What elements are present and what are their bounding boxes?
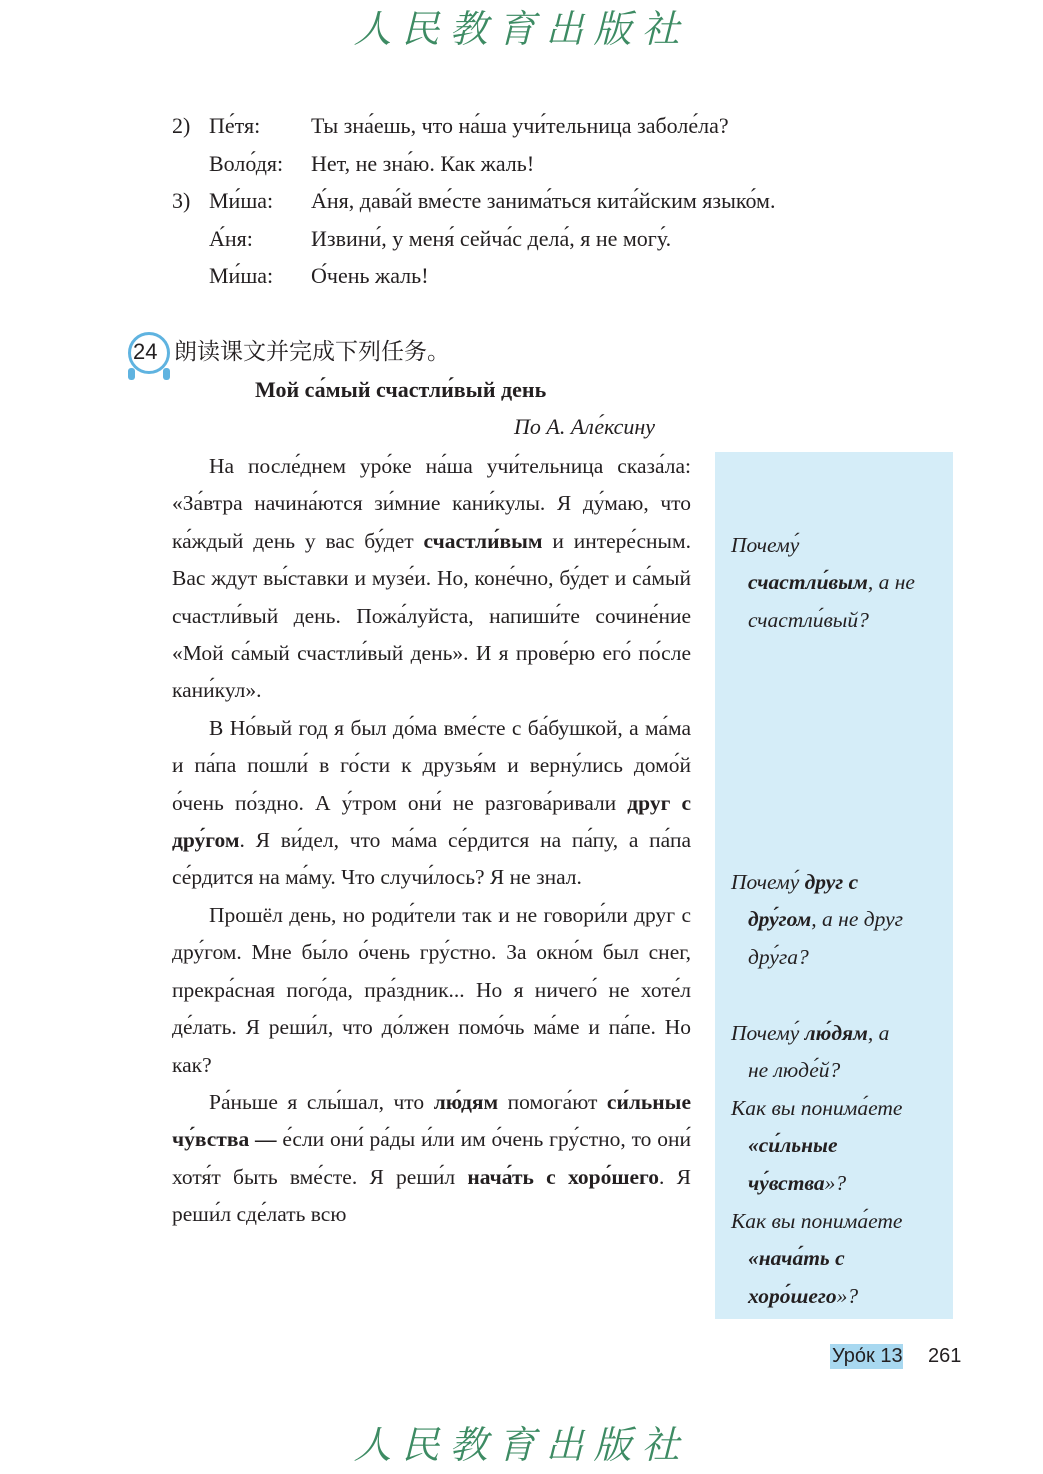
side-note: Почему́ счастли́вым, а не счастли́вый? xyxy=(731,533,915,632)
story-author: По А. Але́ксину xyxy=(514,414,656,439)
story-text xyxy=(172,448,691,1234)
side-note: Почему́ друг с дру́гом, а не друг дру́га? xyxy=(731,870,904,969)
speaker: Пе́тя: xyxy=(209,113,261,138)
paragraph: На после́днем уро́ке на́ша учи́тельница сказа́ла: «За́втра начина́ются зи́мние кани́кулы. Я ду́маю, что ка́ждый день у вас бу́дет счастли́вым и интере́сным. Вас ждут вы́ставки и музе́и. Но, коне́чно, бу́дет и са́мый счастли́вый день. Пожа́луйста, напиши́те сочине́ние «Мой са́мый счастли́вый день». И я прове́рю его́ по́сле кани́кул». xyxy=(172,454,691,703)
dialogue-line xyxy=(172,182,872,220)
replica: Извини́, у меня́ сейча́с дела́, я не могу́. xyxy=(311,225,672,251)
dialogue-number: 2) xyxy=(172,113,191,138)
replica: О́чень жаль! xyxy=(311,263,429,288)
paragraph: В Но́вый год я был до́ма вме́сте с ба́бушкой, а ма́ма и па́па пошли́ в го́сти к друзья́м и верну́лись домо́й о́чень по́здно. А у́тром они́ не разгова́ривали друг с дру́гом. Я ви́дел, что ма́ма се́рдится на па́пу, а па́па се́рдится на ма́му. Что случи́лось? Я не знал. xyxy=(172,715,691,890)
publisher-logo-bottom: 人民教育出版社 xyxy=(353,1423,690,1467)
task-number: 24 xyxy=(133,339,158,364)
dialogue-line xyxy=(172,145,872,183)
side-notes-panel xyxy=(715,452,953,1319)
paragraph: Прошёл день, но роди́тели так и не говори́ли друг с дру́гом. Мне бы́ло о́чень гру́стно. За окно́м был снег, прекра́сная пого́да, пра́здник... Но я ничего́ не хоте́л де́лать. Я реши́л, что до́лжен помо́чь ма́ме и па́пе. Но как? xyxy=(172,902,691,1077)
paragraph: Ра́ньше я слы́шал, что лю́дям помога́ют си́льные чу́вства — е́сли они́ ра́ды и́ли им о́чень гру́стно, то они́ хотя́т быть вме́сте. Я реши́л нача́ть с хоро́шего. Я реши́л сде́лать всю xyxy=(172,1089,691,1227)
lesson-label: Уро́к 13 xyxy=(832,1345,903,1367)
publisher-logo-top: 人民教育出版社 xyxy=(353,7,690,51)
dialogue-number: 3) xyxy=(172,188,191,213)
dialogue-line xyxy=(172,257,872,295)
dialogue-block xyxy=(172,107,872,295)
replica: А́ня, дава́й вме́сте занима́ться кита́йским языко́м. xyxy=(311,188,776,213)
task-instruction: 朗读课文并完成下列任务。 xyxy=(174,339,450,365)
speaker: Воло́дя: xyxy=(209,150,284,176)
side-note: Как вы понима́ете «си́льные чу́вства»? xyxy=(731,1096,903,1195)
story-title: Мой са́мый счастли́вый день xyxy=(255,377,547,402)
speaker: А́ня: xyxy=(209,225,253,251)
replica: Нет, не зна́ю. Как жаль! xyxy=(311,150,535,176)
page-number: 261 xyxy=(928,1345,962,1367)
speaker: Ми́ша: xyxy=(209,188,274,213)
side-note: Почему́ лю́дям, а не люде́й? xyxy=(731,1021,890,1083)
replica: Ты зна́ешь, что на́ша учи́тельница заболе́ла? xyxy=(311,113,729,138)
speaker: Ми́ша: xyxy=(209,263,274,288)
side-note: Как вы понима́ете «нача́ть с хоро́шего»? xyxy=(731,1209,903,1308)
dialogue-line xyxy=(172,220,872,258)
dialogue-line xyxy=(172,107,872,145)
